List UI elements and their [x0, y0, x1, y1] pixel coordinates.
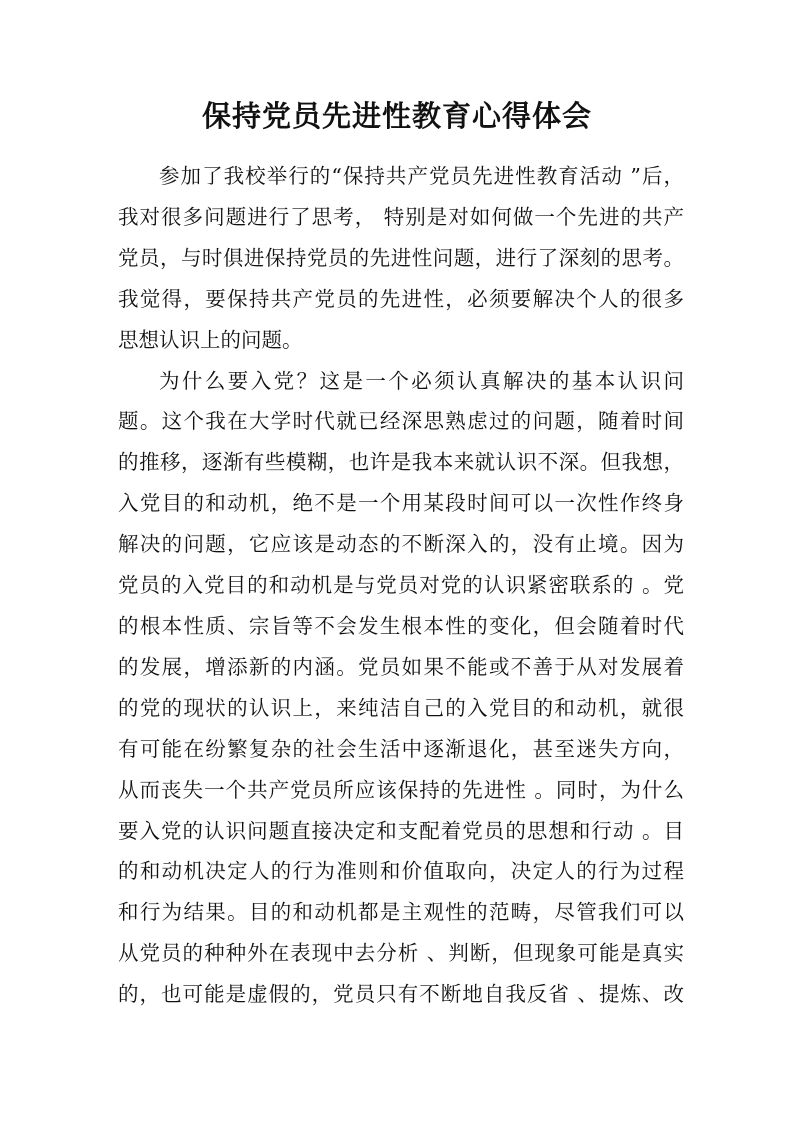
- text-line: 有可能在纷繁复杂的社会生活中逐渐退化，甚至迷失方向，: [118, 736, 684, 761]
- text-line: 从党员的种种外在表现中去分析 、判断，但现象可能是真实: [118, 941, 684, 966]
- text-line: 的党的现状的认识上，来纯洁自己的入党目的和动机，就很: [118, 695, 684, 720]
- text-line: 思想认识上的问题。: [118, 327, 303, 352]
- text-line: 参加了我校举行的“保持共产党员先进性教育活动 ”后，: [159, 164, 684, 188]
- text-line: 的根本性质、宗旨等不会发生根本性的变化，但会随着时代: [118, 613, 684, 638]
- text-line: 从而丧失一个共产党员所应该保持的先进性 。同时，为什么: [118, 777, 684, 802]
- text-line: 要入党的认识问题直接决定和支配着党员的思想和行动 。目: [118, 818, 684, 843]
- text-line: 我觉得，要保持共产党员的先进性，必须要解决个人的很多: [118, 286, 684, 311]
- text-line: 解决的问题，它应该是动态的不断深入的，没有止境。因为: [118, 532, 684, 557]
- document-body: [118, 156, 684, 1015]
- text-line: 党员，与时俱进保持党员的先进性问题，进行了深刻的思考。: [118, 245, 684, 270]
- text-line: 党员的入党目的和动机是与党员对党的认识紧密联系的 。党: [118, 573, 684, 598]
- text-line: 的和动机决定人的行为准则和价值取向，决定人的行为过程: [118, 859, 684, 884]
- text-line: 入党目的和动机，绝不是一个用某段时间可以一次性作终身: [118, 491, 684, 516]
- text-line: 我对很多问题进行了思考， 特别是对如何做一个先进的共产: [118, 204, 684, 229]
- text-line: 和行为结果。目的和动机都是主观性的范畴，尽管我们可以: [118, 900, 684, 925]
- text-line: 的推移，逐渐有些模糊，也许是我本来就认识不深。但我想，: [118, 450, 684, 475]
- text-line: 为什么要入党？这是一个必须认真解决的基本认识问: [159, 368, 684, 393]
- document-title: 保持党员先进性教育心得体会: [201, 99, 592, 133]
- text-line: 的，也可能是虚假的，党员只有不断地自我反省 、提炼、改: [118, 982, 684, 1007]
- paragraph-1: [118, 156, 684, 361]
- paragraph-2: [118, 361, 684, 1016]
- text-line: 题。这个我在大学时代就已经深思熟虑过的问题，随着时间: [118, 409, 684, 434]
- text-line: 的发展，增添新的内涵。党员如果不能或不善于从对发展着: [118, 654, 684, 679]
